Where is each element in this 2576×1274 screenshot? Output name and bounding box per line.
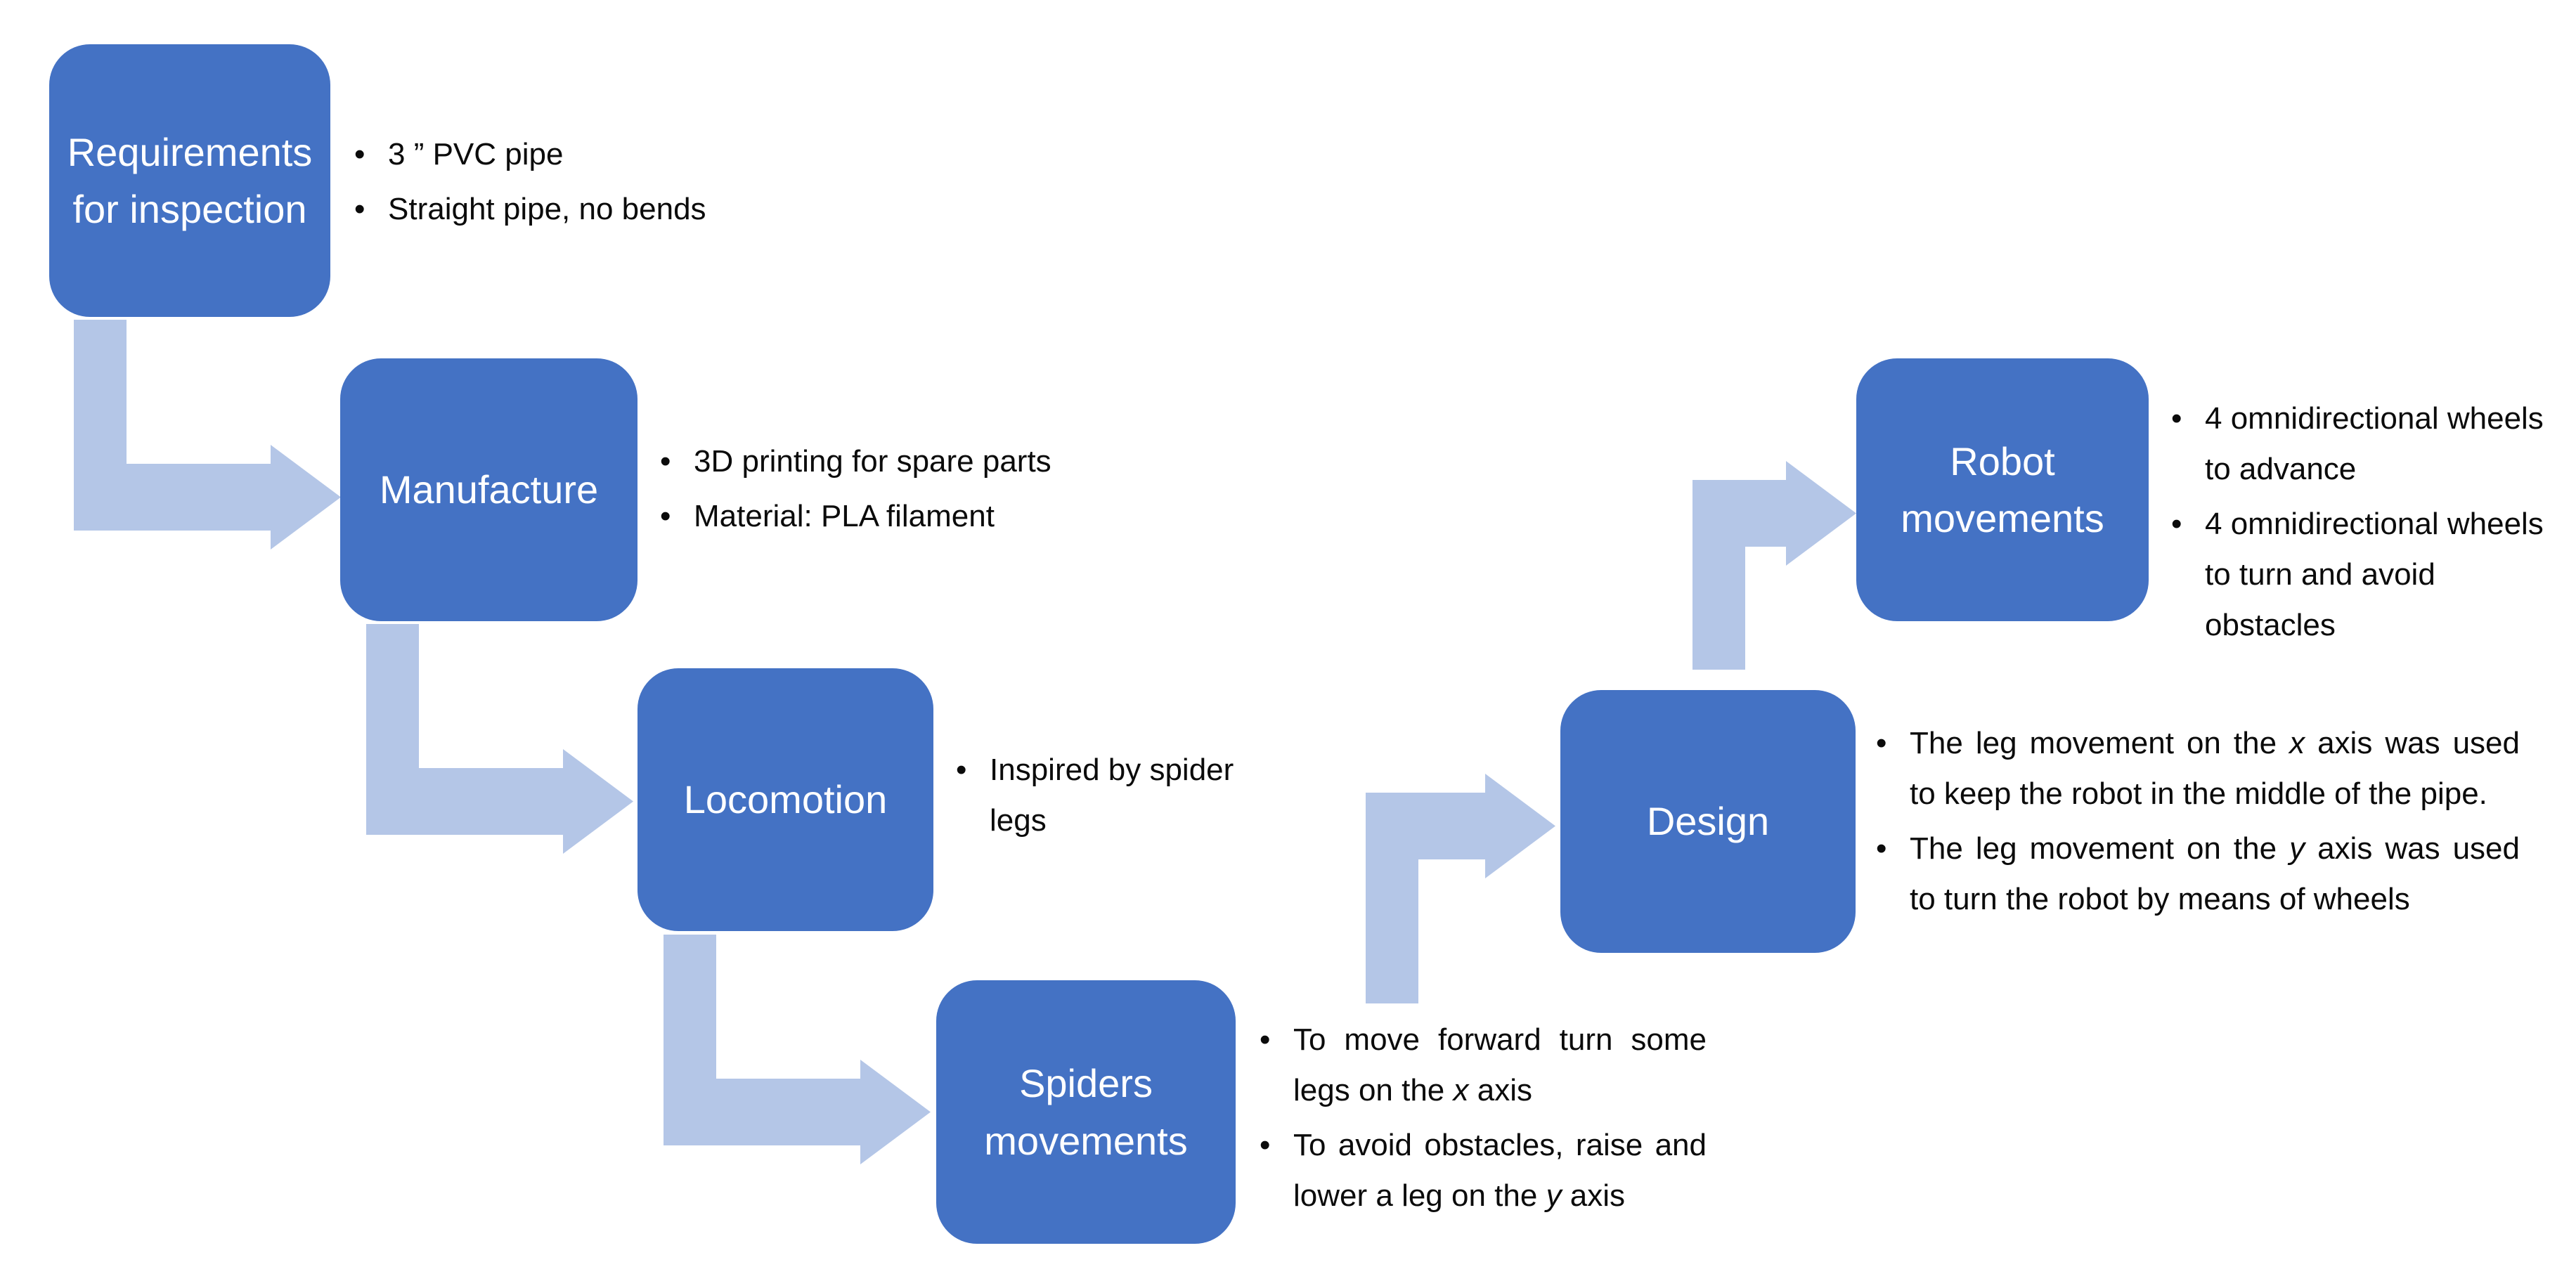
elbow-arrow-up-right-2 [1692, 459, 1856, 670]
node-box-robot-movements [1856, 358, 2149, 621]
bullet-item: • 4 omnidirectional wheels to advance [2168, 394, 2569, 495]
bullet-list-manufacture [657, 436, 1219, 546]
node-label-design: Design [1646, 799, 1770, 844]
bullet-list-spiders-movements [1257, 1015, 1707, 1226]
node-label-requirements: Requirements for inspection [67, 129, 313, 231]
node-box-locomotion [637, 668, 933, 931]
bullet-item: • Inspired by spider legs [953, 745, 1255, 846]
node-label-manufacture: Manufacture [379, 467, 599, 512]
bullet-list-requirements [351, 129, 914, 239]
bullet-item: • The leg movement on the y axis was used to turn the robot by means of wheels [1873, 824, 2520, 925]
bullet-item: • The leg movement on the x axis was used to keep the robot in the middle of the pipe. [1873, 718, 2520, 819]
bullet-item: • To move forward turn some legs on the x axis [1257, 1015, 1707, 1116]
elbow-arrow-up-right-1 [1366, 772, 1555, 1003]
bullet-list-design [1873, 718, 2520, 929]
bullet-list-robot-movements [2168, 394, 2569, 655]
bullet-list-locomotion [953, 745, 1255, 850]
node-box-manufacture [340, 358, 637, 621]
bullet-item: • To avoid obstacles, raise and lower a leg on the y axis [1257, 1120, 1707, 1221]
bullet-item: • 3D printing for spare parts [657, 436, 1219, 487]
node-box-design [1560, 690, 1856, 953]
elbow-arrow-down-right-2 [366, 624, 633, 856]
node-label-locomotion: Locomotion [683, 777, 888, 822]
elbow-arrow-down-right-3 [664, 935, 931, 1166]
node-box-requirements [49, 44, 330, 317]
node-label-robot-movements: Robot movements [1901, 438, 2104, 540]
bullet-item: • 3 ” PVC pipe [351, 129, 914, 180]
bullet-item: • Material: PLA filament [657, 491, 1219, 542]
node-box-spiders-movements [936, 980, 1236, 1244]
bullet-item: • Straight pipe, no bends [351, 184, 914, 235]
elbow-arrow-down-right-1 [74, 320, 341, 552]
bullet-item: • 4 omnidirectional wheels to turn and avoid obstacles [2168, 499, 2569, 651]
node-label-spiders-movements: Spiders movements [984, 1061, 1188, 1163]
